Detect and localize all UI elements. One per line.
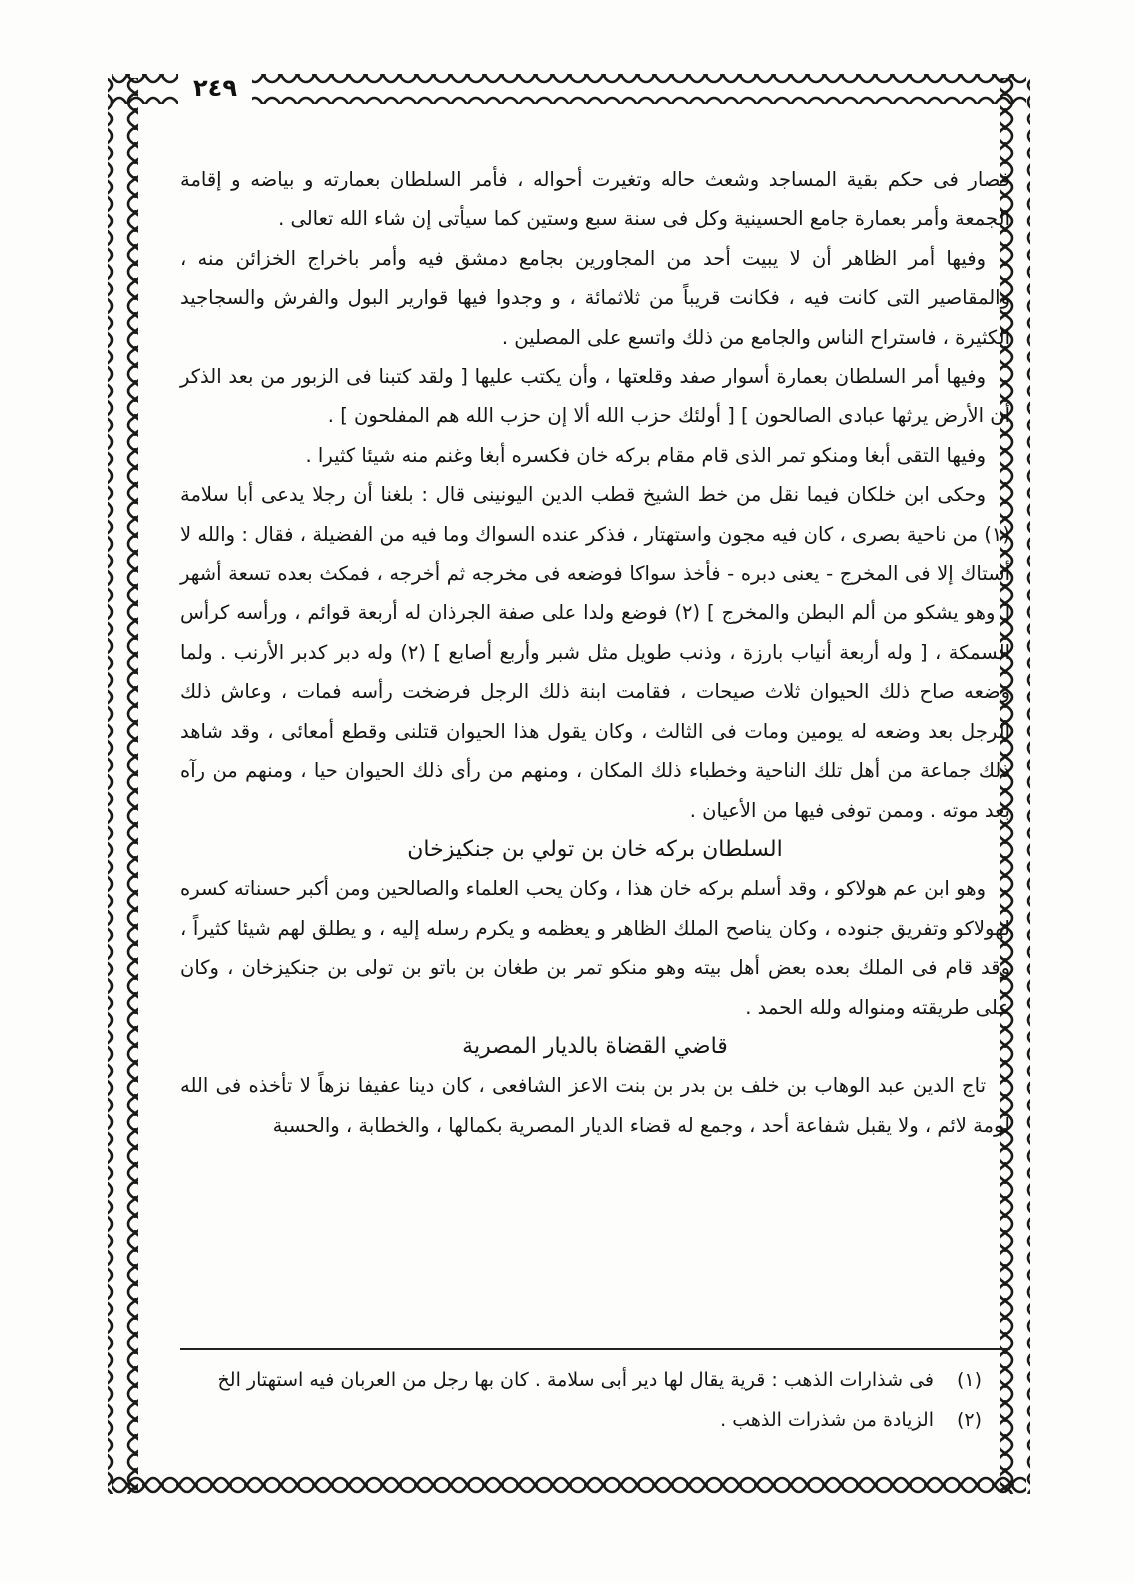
paragraph: وحكى ابن خلكان فيما نقل من خط الشيخ قطب الدين اليونينى قال : بلغنا أن رجلا يدعى أبا سلامة (١) من ناحية بصرى ، كان فيه مجون واستهتار ، فذكر عنده السواك وما فيه من الفضيلة ، فقال : والله لا أستاك إلا فى المخرج - يعنى دبره - فأخذ سواكا فوضعه فى مخرجه ثم أخرجه ، فمكث بعده تسعة أشهر [ وهو يشكو من ألم البطن والمخرج ] (٢) فوضع ولدا على صفة الجرذان له أربعة قوائم ، ورأسه كرأس السمكة ، [ وله أربعة أنياب بارزة ، وذنب طويل مثل شبر وأربع أصابع ] (٢) وله دبر كدبر الأرنب . ولما وضعه صاح ذلك الحيوان ثلاث صيحات ، فقامت ابنة ذلك الرجل فرضخت رأسه فمات ، وعاش ذلك الرجل بعد وضعه له يومين ومات فى الثالث ، وكان يقول هذا الحيوان قتلنى وقطع أمعائى ، وقد شاهد ذلك جماعة من أهل تلك الناحية وخطباء ذلك المكان ، ومنهم من رأى ذلك الحيوان حيا ، ومنهم من رآه بعد موته . وممن توفى فيها من الأعيان . <box>180 483 1010 822</box>
page-number: ٢٤٩ <box>178 72 252 104</box>
footnotes <box>180 1360 1010 1440</box>
footnote-text: فى شذارات الذهب : قرية يقال لها دير أبى سلامة . كان بها رجل من العربان فيه استهتار الخ <box>217 1369 934 1391</box>
footnote-number: (٢) <box>956 1409 982 1431</box>
paragraph: وهو ابن عم هولاكو ، وقد أسلم بركه خان هذا ، وكان يحب العلماء والصالحين ومن أكبر حسناته كسره لهولاكو وتفريق جنوده ، وكان يناصح الملك الظاهر و يعظمه و يكرم رسله إليه ، و يطلق لهم شيئا كثيراً ، وقد قام فى الملك بعده بعض أهل بيته وهو منكو تمر بن طغان بن باتو بن تولى بن جنكيزخان ، وكان على طريقته ومنواله ولله الحمد . <box>180 877 1010 1019</box>
paragraph: فصار فى حكم بقية المساجد وشعث حاله وتغيرت أحواله ، فأمر السلطان بعمارته و بياضه و إقامة الجمعة وأمر بعمارة جامع الحسينية وكل فى سنة سبع وستين كما سيأتى إن شاء الله تعالى . <box>180 168 1010 231</box>
footnote-divider <box>180 1348 1010 1350</box>
paragraph: وفيها أمر السلطان بعمارة أسوار صفد وقلعتها ، وأن يكتب عليها [ ولقد كتبنا فى الزبور من بعد الذكر أن الأرض يرثها عبادى الصالحون ] [ أولئك حزب الله ألا إن حزب الله هم المفلحون ] . <box>180 365 1010 428</box>
footnote-text: الزيادة من شذرات الذهب . <box>720 1409 934 1431</box>
footnote-number: (١) <box>956 1369 982 1391</box>
paragraph: تاج الدين عبد الوهاب بن خلف بن بدر بن بنت الاعز الشافعى ، كان دينا عفيفا نزهاً لا تأخذه فى الله لومة لائم ، ولا يقبل شفاعة أحد ، وجمع له قضاء الديار المصرية بكمالها ، والخطابة ، والحسبة <box>180 1074 1010 1137</box>
section-heading: السلطان بركه خان بن تولي بن جنكيزخان <box>407 836 783 862</box>
paragraph: وفيها التقى أبغا ومنكو تمر الذى قام مقام بركه خان فكسره أبغا وغنم منه شيئا كثيرا . <box>305 443 986 467</box>
section-heading: قاضي القضاة بالديار المصرية <box>462 1033 728 1059</box>
footnote <box>180 1360 1010 1400</box>
paragraph: وفيها أمر الظاهر أن لا يبيت أحد من المجاورين بجامع دمشق فيه وأمر باخراج الخزائن منه ، والمقاصير التى كانت فيه ، فكانت قريباً من ثلاثمائة ، و وجدوا فيها قوارير البول والفرش والسجاجيد الكثيرة ، فاستراح الناس والجامع من ذلك واتسع على المصلين . <box>180 246 1010 349</box>
main-text <box>180 160 1010 1145</box>
footnote <box>180 1400 1010 1440</box>
